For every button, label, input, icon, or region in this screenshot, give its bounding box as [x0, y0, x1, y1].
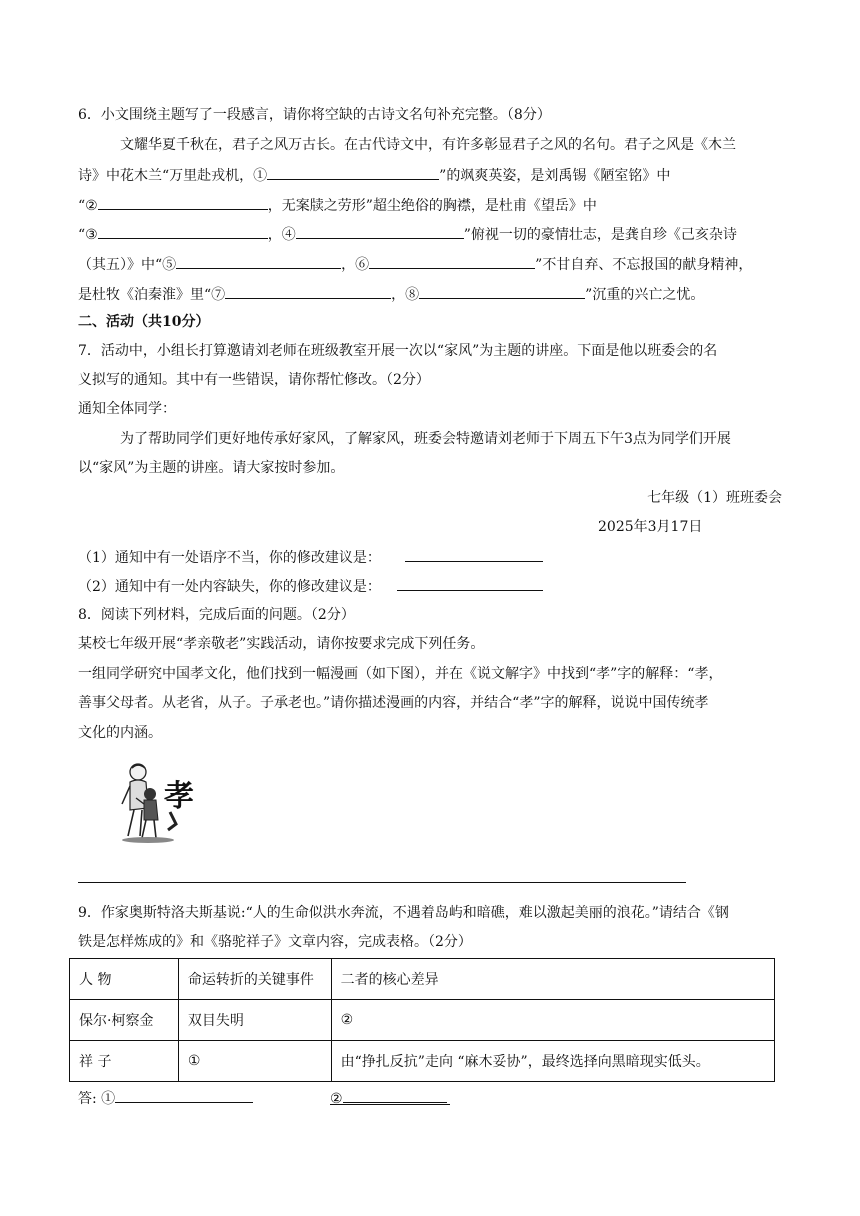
q6-line1: 文耀华夏千秋在，君子之风万古长。在古代诗文中，有许多彰显君子之风的名句。君子之风是《木兰	[120, 137, 736, 153]
q9-answer-1[interactable]	[115, 1087, 253, 1103]
blank-8[interactable]	[419, 283, 585, 299]
table-cell: 祥 子	[70, 1041, 179, 1082]
table-cell: 二者的核心差异	[331, 959, 774, 1000]
q6-line4: “③ ，④ ”俯视一切的豪情壮志，是龚自珍《己亥杂诗	[78, 223, 737, 245]
blank-1[interactable]	[267, 164, 439, 180]
q7-line2: 义拟写的通知。其中有一些错误，请你帮忙修改。（2分）	[78, 372, 430, 388]
table-cell: 由“挣扎反抗”走向 “麻木妥协”，最终选择向黑暗现实低头。	[331, 1041, 774, 1082]
notice-signature: 七年级（1）班班委会	[647, 490, 782, 506]
q9-line2: 铁是怎样炼成的》和《骆驼祥子》文章内容，完成表格。（2分）	[78, 934, 472, 950]
table-row	[70, 1000, 775, 1041]
q7-sub1: （1）通知中有一处语序不当，你的修改建议是：	[78, 546, 543, 568]
table-header-row	[70, 959, 775, 1000]
q6-title: 6．小文围绕主题写了一段感言，请你将空缺的古诗文名句补充完整。（8分）	[78, 107, 551, 123]
answer-line[interactable]	[78, 882, 686, 883]
blank-3[interactable]	[98, 223, 268, 239]
table-cell: ①	[178, 1041, 331, 1082]
q9-answer-row: 答: ①	[78, 1087, 253, 1109]
comparison-table	[69, 958, 775, 1082]
q8-line3: 一组同学研究中国孝文化，他们找到一幅漫画（如下图），并在《说文解字》中找到“孝”字的解释：“孝，	[78, 666, 723, 682]
q7-answer-2[interactable]	[397, 575, 543, 591]
table-cell: 人 物	[70, 959, 179, 1000]
q7-answer-1[interactable]	[405, 546, 543, 562]
notice-body-1: 为了帮助同学们更好地传承好家风，了解家风，班委会特邀请刘老师于下周五下午3点为同学们开展	[120, 431, 731, 447]
q6-line6: 是杜牧《泊秦淮》里“⑦ ，⑧ ”沉重的兴亡之忧。	[78, 283, 704, 305]
q9-answer-2-underline	[330, 1104, 450, 1105]
q8-line1: 8．阅读下列材料，完成后面的问题。（2分）	[78, 607, 355, 623]
blank-7[interactable]	[225, 283, 391, 299]
q9-answer-2-row: ②	[330, 1087, 447, 1109]
q7-sub2: （2）通知中有一处内容缺失，你的修改建议是：	[78, 575, 543, 597]
q6-line5: （其五）》中“⑤ ，⑥ ”不甘自弃、不忘报国的献身精神，	[78, 253, 752, 275]
q6-line3: “② ，无案牍之劳形”超尘绝俗的胸襟，是杜甫《望岳》中	[78, 194, 597, 216]
q9-line1: 9．作家奥斯特洛夫斯基说:“人的生命似洪水奔流，不遇着岛屿和暗礁，难以激起美丽的浪花。”请结合《钢	[78, 905, 729, 921]
blank-5[interactable]	[176, 253, 341, 269]
blank-4[interactable]	[296, 223, 464, 239]
q8-line2: 某校七年级开展“孝亲敬老”实践活动，请你按要求完成下列任务。	[78, 636, 485, 652]
notice-greeting: 通知全体同学：	[78, 401, 176, 417]
table-cell: ②	[331, 1000, 774, 1041]
table-row	[70, 1041, 775, 1082]
q9-answer-2[interactable]	[343, 1087, 447, 1103]
section-heading: 二、活动（共10分）	[78, 314, 210, 330]
q7-line1: 7．活动中，小组长打算邀请刘老师在班级教室开展一次以“家风”为主题的讲座。下面是他以班委会的名	[78, 343, 718, 359]
blank-2[interactable]	[98, 194, 268, 210]
q6-line2: 诗》中花木兰“万里赴戎机，① ”的飒爽英姿，是刘禹锡《陋室铭》中	[78, 164, 670, 186]
notice-date: 2025年3月17日	[598, 519, 703, 535]
table-cell: 双目失明	[178, 1000, 331, 1041]
blank-6[interactable]	[369, 253, 535, 269]
q8-line5: 文化的内涵。	[78, 725, 162, 741]
table-cell: 命运转折的关键事件	[178, 959, 331, 1000]
notice-body-2: 以“家风”为主题的讲座。请大家按时参加。	[78, 460, 345, 476]
table-cell: 保尔·柯察金	[70, 1000, 179, 1041]
comic-xiao-character: 孝	[164, 779, 194, 814]
filial-piety-comic-image	[118, 760, 198, 845]
q8-line4: 善事父母者。从老省，从子。子承老也。”请你描述漫画的内容，并结合“孝”字的解释，说说中国传统孝	[78, 695, 709, 711]
